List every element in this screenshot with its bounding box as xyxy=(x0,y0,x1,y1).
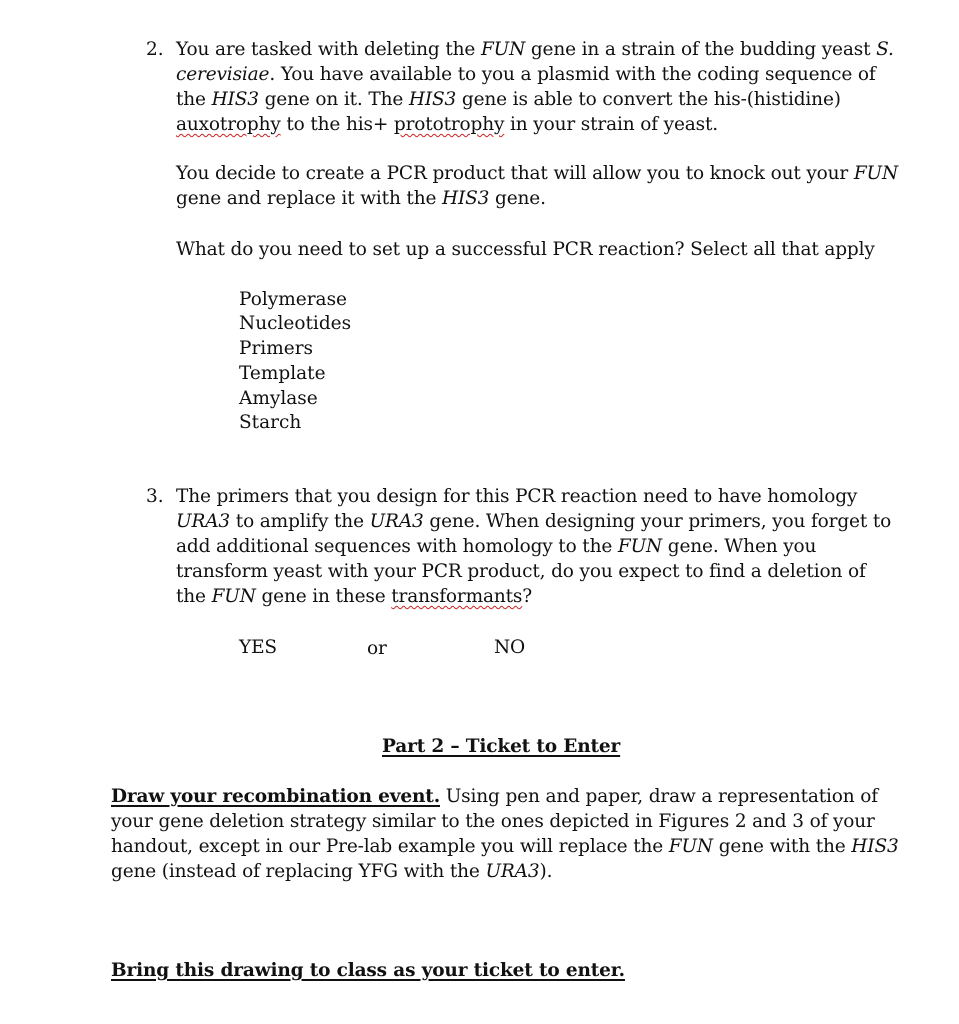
option-template[interactable]: Template xyxy=(239,363,326,384)
q2-para1-line4: auxotrophy to the his+ prototrophy in your strain of yeast. xyxy=(176,114,718,135)
option-nucleotides[interactable]: Nucleotides xyxy=(239,313,352,334)
q2-para1-line1: You are tasked with deleting the FUN gene in a strain of the budding yeast S. xyxy=(176,39,894,60)
q3-line2: URA3 to amplify the URA3 gene. When designing your primers, you forget to xyxy=(176,511,892,532)
q3-line4: transform yeast with your PCR product, do you expect to find a deletion of xyxy=(176,561,866,582)
question-3-number: 3. xyxy=(146,486,164,507)
draw-instructions-line2: your gene deletion strategy similar to the ones depicted in Figures 2 and 3 of your xyxy=(111,811,875,832)
q3-line3: add additional sequences with homology to the FUN gene. When you xyxy=(176,536,817,557)
draw-instructions-line1: Draw your recombination event. Using pen and paper, draw a representation of xyxy=(111,786,878,807)
option-amylase[interactable]: Amylase xyxy=(239,388,318,409)
draw-instructions-line3: handout, except in our Pre-lab example you will replace the FUN gene with the HIS3 xyxy=(111,836,899,857)
option-primers[interactable]: Primers xyxy=(239,338,314,359)
answer-yes[interactable]: YES xyxy=(239,637,277,658)
q2-prompt: What do you need to set up a successful PCR reaction? Select all that apply xyxy=(176,239,875,260)
answer-no[interactable]: NO xyxy=(494,637,526,658)
bring-drawing-note: Bring this drawing to class as your ticket to enter. xyxy=(111,960,625,981)
q2-para2-line2: gene and replace it with the HIS3 gene. xyxy=(176,188,546,209)
q3-line1: The primers that you design for this PCR reaction need to have homology xyxy=(176,486,858,507)
answer-or: or xyxy=(367,638,387,659)
q3-line5: the FUN gene in these transformants? xyxy=(176,586,533,607)
q2-para2-line1: You decide to create a PCR product that will allow you to knock out your FUN xyxy=(176,163,899,184)
part2-heading: Part 2 – Ticket to Enter xyxy=(382,736,621,757)
option-starch[interactable]: Starch xyxy=(239,412,302,433)
q2-para1-line2: cerevisiae. You have available to you a plasmid with the coding sequence of xyxy=(176,64,876,85)
draw-instructions-line4: gene (instead of replacing YFG with the URA3). xyxy=(111,861,553,882)
q2-para1-line3: the HIS3 gene on it. The HIS3 gene is able to convert the his-(histidine) xyxy=(176,89,841,110)
question-2-number: 2. xyxy=(146,39,164,60)
option-polymerase[interactable]: Polymerase xyxy=(239,289,348,310)
